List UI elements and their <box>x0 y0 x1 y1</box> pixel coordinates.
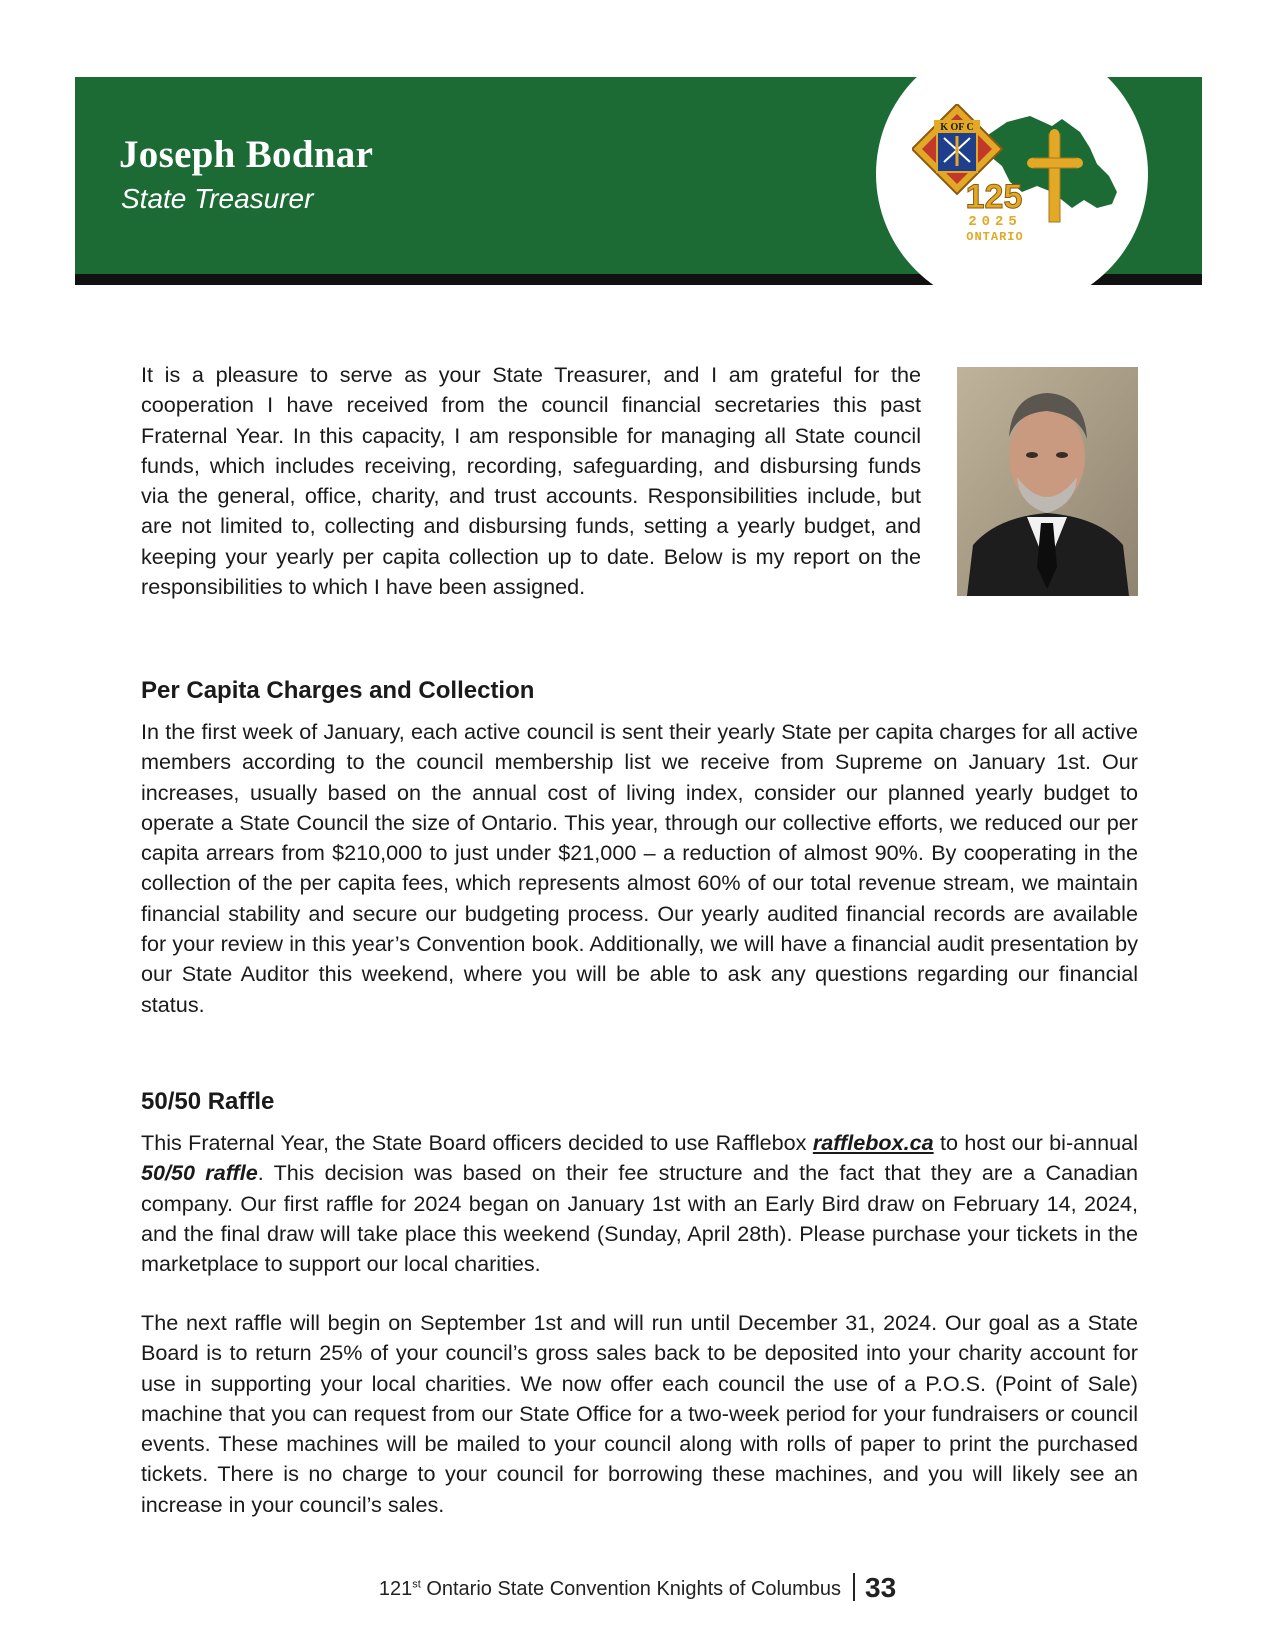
raffle-name-emphasis: 50/50 raffle <box>141 1160 258 1186</box>
page-number: 33 <box>865 1572 897 1603</box>
region-label: ONTARIO <box>966 230 1024 244</box>
raffle-paragraph-1 <box>141 1128 1138 1279</box>
anniversary-year: 2025 <box>968 214 1022 230</box>
section-heading-raffle: 50/50 Raffle <box>141 1088 275 1115</box>
intro-paragraph: It is a pleasure to serve as your State Treasurer, and I am grateful for the cooperation I have received from the council financial secretaries this past Fraternal Year. In this capacity, I am responsible for managing all State council funds, which includes receiving, recording, safeguarding, and disbursing funds via the general, office, charity, and trust accounts. Responsibilities include, but are not limited to, collecting and disbursing funds, setting a yearly budget, and keeping your yearly per capita collection up to date. Below is my report on the responsibilities to which I have been assigned. <box>141 362 921 600</box>
anniversary-number: 125 <box>965 178 1023 216</box>
raffle-p1-text-a: This Fraternal Year, the State Board officers decided to use Rafflebox <box>141 1130 813 1155</box>
footer-title: Ontario State Convention Knights of Columbus <box>420 1578 841 1600</box>
kofc-125-ontario-logo <box>912 104 1122 254</box>
per-capita-paragraph: In the first week of January, each active council is sent their yearly State per capita charges for all active members according to the council membership list we receive from Supreme on January 1st. Our increases, usually based on the annual cost of living index, consider our planned yearly budget to operate a State Council the size of Ontario. This year, through our collective efforts, we reduced our per capita arrears from $210,000 to just under $21,000 – a reduction of almost 90%. By cooperating in the collection of the per capita fees, which represents almost 60% of our total revenue stream, we maintain financial stability and secure our budgeting process. Our yearly audited financial records are available for your review in this year’s Convention book. Additionally, we will have a financial audit presentation by our State Auditor this weekend, where you will be able to ask any questions regarding our financial status. <box>141 719 1138 1017</box>
officer-portrait <box>957 367 1138 596</box>
raffle-p1-text-b: to host our bi-annual <box>933 1130 1138 1155</box>
section-heading-per-capita: Per Capita Charges and Collection <box>141 677 535 704</box>
officer-title: State Treasurer <box>121 183 314 214</box>
footer-divider <box>853 1573 855 1601</box>
officer-name: Joseph Bodnar <box>119 133 374 176</box>
footer-ordinal-suffix: st <box>412 1578 421 1591</box>
raffle-paragraph-2: The next raffle will begin on September 1st and will run until December 31, 2024. Our goal as a State Board is to return 25% of your council’s gross sales back to be deposited into your charity account for use in supporting your local charities. We now offer each council the use of a P.O.S. (Point of Sale) machine that you can request from our State Office for a two-week period for your fundraisers or council events. These machines will be mailed to your council along with rolls of paper to print the purchased tickets. There is no charge to your council for borrowing these machines, and you will likely see an increase in your council’s sales. <box>141 1310 1138 1517</box>
kofc-badge-text: K OF C <box>940 122 974 133</box>
page-footer <box>0 1572 1275 1604</box>
rafflebox-link[interactable]: rafflebox.ca <box>812 1130 934 1155</box>
raffle-p1-text-c: . This decision was based on their fee structure and the fact that they are a Canadian company. Our first raffle for 2024 began on January 1st with an Early Bird draw on February 14, 2024, and the final draw will take place this weekend (Sunday, April 28th). Please purchase your tickets in the marketplace to support our local charities. <box>141 1160 1138 1277</box>
footer-ordinal-number: 121 <box>378 1578 413 1600</box>
